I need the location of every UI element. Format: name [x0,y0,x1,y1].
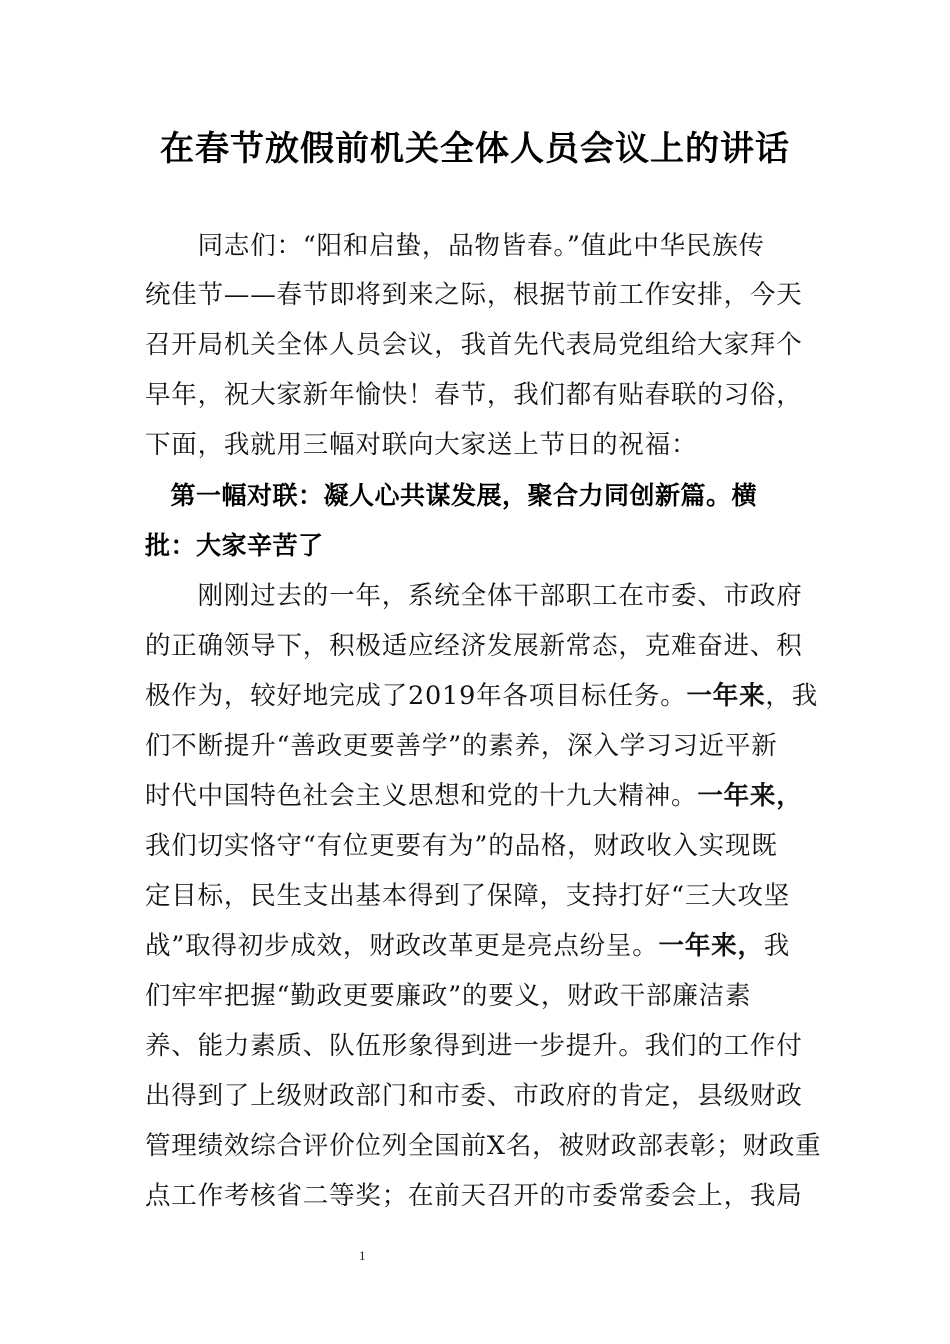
text-run: 战”取得初步成效，财政改革更是亮点纷呈。 [145,931,659,961]
body-line [145,1026,815,1066]
body-line [145,576,815,616]
text-run: 极作为，较好地完成了2019年各项目标任务。 [145,681,687,711]
text-run: 们不断提升“善政更要善学”的素养，深入学习习近平新 [145,731,778,761]
body-line [145,425,815,465]
text-run: 同志们：“阳和启蛰，品物皆春。”值此中华民族传 [145,231,765,261]
couplet-heading-line [145,526,815,566]
body-line [145,375,815,415]
text-run: ，我 [765,681,819,711]
text-run: 养、能力素质、队伍形象得到进一步提升。我们的工作付 [145,1031,803,1061]
body-line [145,776,815,816]
body-line [145,1176,815,1216]
body-line [145,325,815,365]
text-run: 管理绩效综合评价位列全国前X名，被财政部表彰；财政重 [145,1131,822,1161]
bold-text-run: 一年来， [658,931,764,961]
body-line [145,976,815,1016]
body-line [145,826,815,866]
document-title: 在春节放假前机关全体人员会议上的讲话 [160,129,790,169]
body-line [145,1126,822,1166]
couplet-heading-line [145,476,815,516]
body-line [145,275,815,315]
body-line [145,226,815,266]
text-run: 定目标，民生支出基本得到了保障，支持打好“三大攻坚 [145,881,791,911]
text-run: 刚刚过去的一年，系统全体干部职工在市委、市政府 [145,581,803,611]
text-run: 第一幅对联：凝人心共谋发展，聚合力同创新篇。横 [145,481,758,510]
text-run: 我们切实恪守“有位更要有为”的品格，财政收入实现既 [145,831,778,861]
text-run: 时代中国特色社会主义思想和党的十九大精神。 [145,781,698,811]
text-run: 们牢牢把握“勤政更要廉政”的要义，财政干部廉洁素 [145,981,752,1011]
text-run: 我 [763,931,791,961]
bold-text-run: 一年来， [697,781,803,811]
body-line [145,676,819,716]
text-run: 出得到了上级财政部门和市委、市政府的肯定，县级财政 [145,1081,803,1111]
page-number: 1 [359,1248,366,1263]
text-run: 批：大家辛苦了 [145,531,324,560]
bold-text-run: 一年来 [686,681,766,711]
body-line [145,726,815,766]
text-run: 召开局机关全体人员会议，我首先代表局党组给大家拜个 [145,330,803,360]
body-line [145,626,815,666]
text-run: 下面，我就用三幅对联向大家送上节日的祝福： [145,430,698,460]
text-run: 的正确领导下，积极适应经济发展新常态，克难奋进、积 [145,631,803,661]
body-line [145,1076,815,1116]
body-line [145,876,815,916]
body-line [145,926,815,966]
text-run: 统佳节——春节即将到来之际，根据节前工作安排，今天 [145,280,803,310]
text-run: 点工作考核省二等奖；在前天召开的市委常委会上，我局 [145,1181,803,1211]
text-run: 早年，祝大家新年愉快！春节，我们都有贴春联的习俗， [145,380,803,410]
